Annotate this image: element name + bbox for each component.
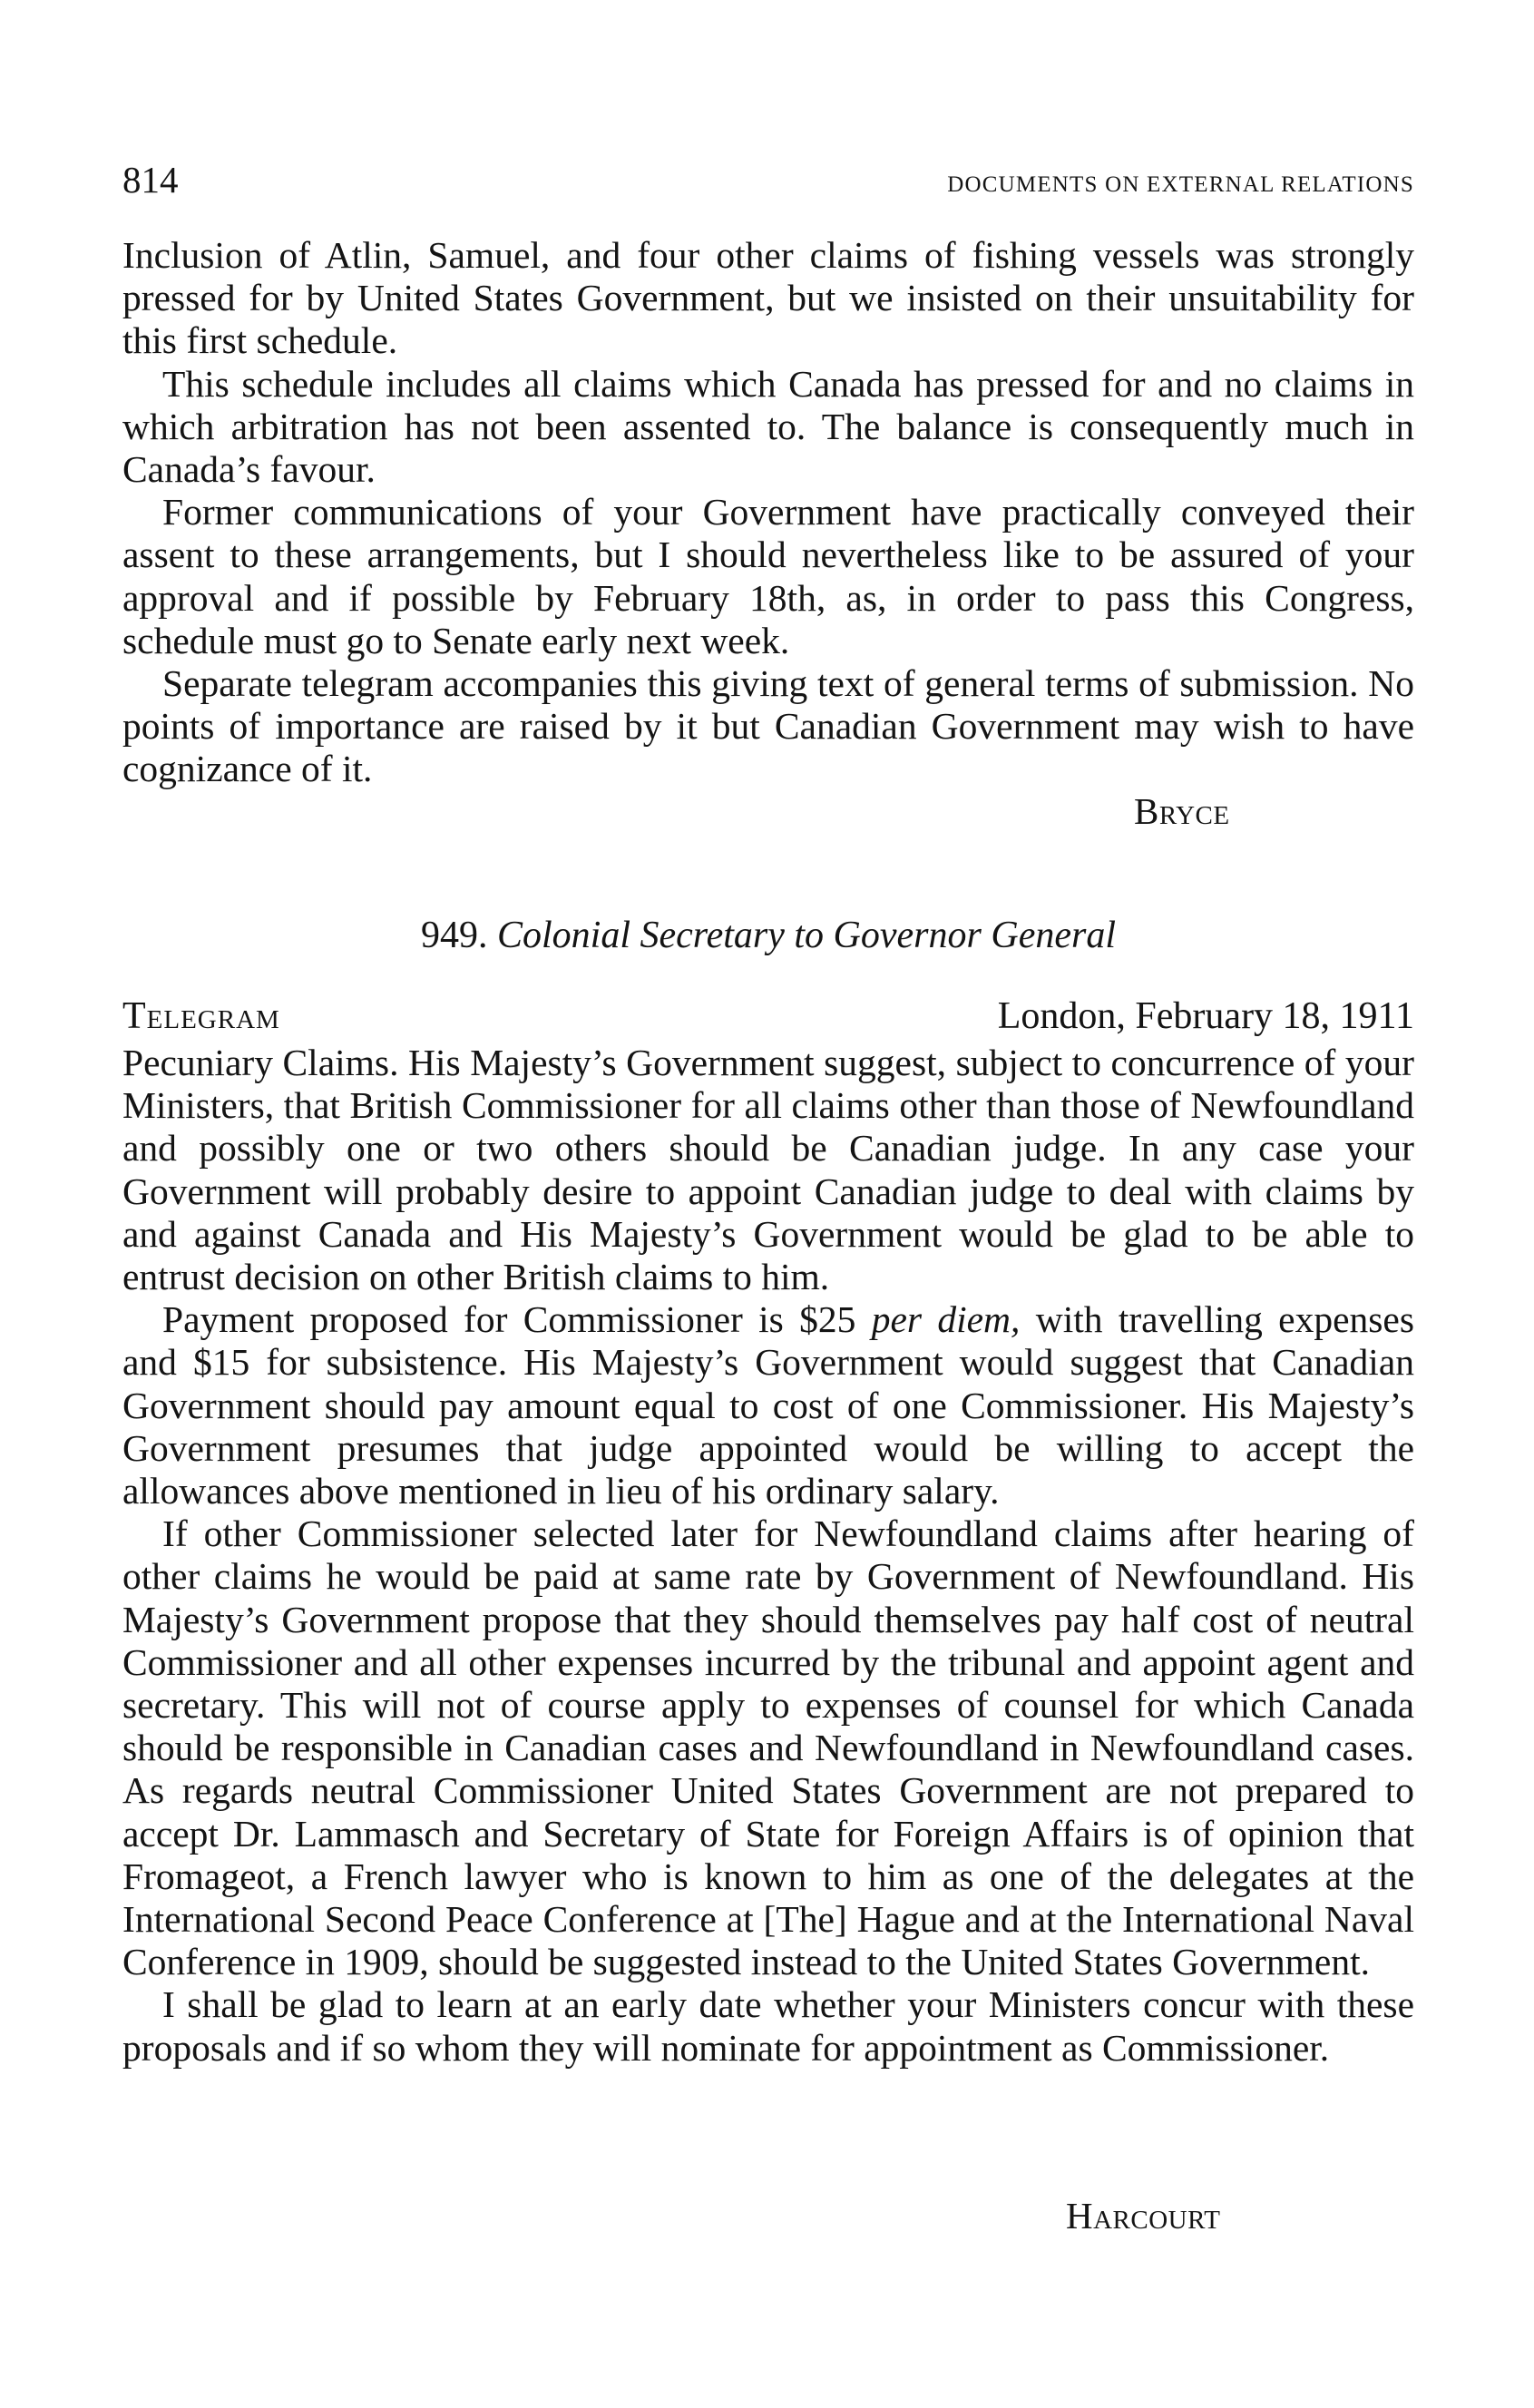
telegram-label: Telegram <box>122 995 280 1037</box>
paragraph <box>122 1298 1414 1512</box>
dateline: London, February 18, 1911 <box>997 995 1414 1037</box>
signature-bryce: Bryce <box>1134 790 1230 832</box>
signature-harcourt: Harcourt <box>1066 2195 1221 2237</box>
paragraph: This schedule includes all claims which Canada has pressed for and no claims in which arbitration has not been assented to. The balance is consequently much in Canada’s favour. <box>122 362 1414 491</box>
paragraph: Pecuniary Claims. His Majesty’s Government suggest, subject to concurrence of your Ministers, that British Commissioner for all claims other than those of Newfoundland and possibly one or two others should be Canadian judge. In any case your Government will probably desire to appoint Canadian judge to deal with claims by and against Canada and His Majesty’s Government would be glad to be able to entrust decision on other British claims to him. <box>122 1042 1414 1298</box>
paragraph: Separate telegram accompanies this giving text of general terms of submission. No points of importance are raised by it but Canadian Government may wish to have cognizance of it. <box>122 662 1414 790</box>
running-head <box>122 152 1414 207</box>
document-heading <box>122 908 1414 963</box>
page-number: 814 <box>122 159 179 201</box>
running-title: DOCUMENTS ON EXTERNAL RELATIONS <box>947 172 1414 197</box>
first-document-body <box>122 234 1414 791</box>
paragraph-text: with travelling expenses and $15 for subsistence. His Majesty’s Government would suggest that Canadian Government should pay amount equal to cost of one Commissioner. His Majesty’s Government presumes that judge appointed would be willing to accept the allowances above mentioned in lieu of his ordinary salary. <box>122 1298 1414 1512</box>
paragraph: If other Commissioner selected later for Newfoundland claims after hearing of other claims he would be paid at same rate by Government of Newfoundland. His Majesty’s Government propose that they should themselves pay half cost of neutral Commissioner and all other expenses incurred by the tribunal and appoint agent and secretary. This will not of course apply to expenses of counsel for which Canada should be responsible in Canadian cases and Newfoundland in Newfoundland cases. As regards neutral Commissioner United States Government are not prepared to accept Dr. Lammasch and Secretary of State for Foreign Affairs is of opinion that Fromageot, a French lawyer who is known to him as one of the delegates at the International Second Peace Conference at [The] Hague and at the International Naval Conference in 1909, should be suggested instead to the United States Government. <box>122 1512 1414 1983</box>
paragraph: Former communications of your Government have practically conveyed their assent to these arrangements, but I should nevertheless like to be assured of your approval and if possible by February 18th, as, in order to pass this Congress, schedule must go to Senate early next week. <box>122 491 1414 661</box>
paragraph: Inclusion of Atlin, Samuel, and four other claims of fishing vessels was strongly pressed for by United States Government, but we insisted on their unsuitability for this first schedule. <box>122 234 1414 362</box>
document-949-body <box>122 1042 1414 2070</box>
document-number: 949. <box>421 915 488 956</box>
latin-phrase: per diem, <box>871 1298 1021 1341</box>
paragraph-text: Payment proposed for Commissioner is $25 <box>162 1298 872 1341</box>
paragraph: I shall be glad to learn at an early date whether your Ministers concur with these proposals and if so whom they will nominate for appointment as Commissioner. <box>122 1983 1414 2069</box>
telegram-line <box>122 992 1414 1042</box>
document-title: Colonial Secretary to Governor General <box>497 915 1116 956</box>
